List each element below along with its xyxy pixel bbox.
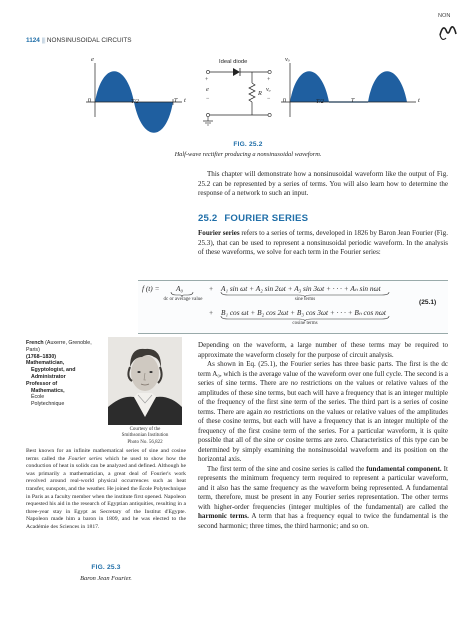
bio-role-6: École <box>31 394 45 401</box>
credit-line-3: Photo No. 56,822 <box>127 439 163 445</box>
credit-line-2: Smithsonian Institution <box>121 433 169 439</box>
circuit-plus-in: + <box>205 77 209 83</box>
p2-b: restrictions on the values or relative values of the amplitudes of these sine terms, but each will have a frequency that is an integer multiple of the frequency of the first sine term of the series. The third part is a series of cosine terms. There are again <box>198 379 448 416</box>
intro-paragraph <box>198 170 448 199</box>
output-axis-v-label: vₒ <box>285 56 290 63</box>
page-number: 1124 <box>26 37 40 44</box>
p2-c: restrictions on the values or relative values of the amplitudes of these cosine terms, but each will have a frequency that is an integer multiple of the frequency of the first cosine term of the series. For a particular waveform, it is quite possible that all of the sine <box>198 407 448 444</box>
intro-text: This chapter will demonstrate how a nonsinusoidal waveform like the output of Fig. 25.2 can be represented by a series of terms. You will also learn how to determine the response of a network to such an input. <box>198 170 448 197</box>
resistor-label: R <box>258 90 262 97</box>
cosine-label: cosine terms <box>292 321 318 326</box>
equation-dc-term: A₀ <box>176 284 183 293</box>
equation-plus-2: + <box>209 308 214 317</box>
fig-25-3-label: FIG. 25.3 <box>91 564 121 571</box>
harmonic-terms-term: harmonic terms. <box>198 512 249 520</box>
lead-text: refers to a series of terms, developed in 1826 by Baron Jean Fourier (Fig. 25.3), that can be used to represent a nonsinusoidal periodic waveform. In the analysis of these waveforms, we solve for each term in the Fourier series: <box>198 229 448 256</box>
p3-c: It represents the minimum frequency term required to represent a particular waveform, and it also has the same frequency as the waveform being represented. A fundamental term, therefore, must be present in any Fourier series representation. The other terms with higher-order frequencies (integer multiples of the fundamental) are called the <box>198 464 448 511</box>
fig-25-2-graphics <box>0 55 474 145</box>
bio-role-4: Professor of <box>26 380 58 387</box>
portrait-credit <box>103 427 187 446</box>
input-half-period-label: T/2 <box>131 99 139 105</box>
bio-text-post: which he used to show how the conduction of heat in solids can be analyzed and defined. Although he was primarily a mathematician, a great deal of Fourier's work revolved around real-world physical occurrences such as heat transfer, sunspots, and the weather. He joined the École Polytechnique in Paris as a faculty member when the institute first opened. Napoleon requested his aid in the research of Egyptian antiquities, resulting in a three-year stay in Egypt as Secretary of the Institut d'Egypte. Napoleon made him a baron in 1809, and he was elected to the Académie des Sciences in 1817. <box>26 455 186 530</box>
dc-label: dc or average value <box>163 297 203 302</box>
fig-25-2-caption: Half-wave rectifier producing a nonsinusoidal waveform. <box>174 151 322 158</box>
p2-or: or <box>277 436 284 444</box>
circuit-minus-out: − <box>267 96 271 102</box>
fourier-portrait <box>108 337 182 425</box>
output-half-period-label: T/2 <box>316 99 324 105</box>
running-header <box>26 37 132 44</box>
fourier-series-term: Fourier series <box>198 229 240 237</box>
input-period-label: T <box>174 98 178 104</box>
p2-a: As shown in Eq. (25.1), the Fourier series has three basic parts. The first is the dc term A₀, which is the average value of the waveform over one full cycle. The second is a series of sine terms. There are <box>198 360 448 387</box>
equation-cosine-terms: B₁ cos ωt + B₂ cos 2ωt + B₃ cos 3ωt + · · · + Bₙ cos nωt <box>221 308 386 317</box>
input-axis-t-label: t <box>184 97 186 104</box>
bio-role-1: Mathematician, <box>26 360 65 367</box>
p2-no-1: no <box>290 379 298 387</box>
fig-25-3-caption: Baron Jean Fourier. <box>80 575 132 582</box>
p2-d: cosine terms are zero. Characteristics of this type can be determined by simply examining the nonsinusoidal waveform and its position on the horizontal axis. <box>198 436 448 463</box>
fundamental-component-term: fundamental component. <box>366 464 442 473</box>
diode-icon <box>233 68 240 76</box>
p3-d: A term that has a frequency equal to twice the fundamental is the second harmonic; three times, the third harmonic; and so on. <box>198 512 448 530</box>
corner-label: NON <box>438 13 451 19</box>
equation-sine-terms: A₁ sin ωt + A₂ sin 2ωt + A₃ sin 3ωt + · · · + Aₙ sin nωt <box>221 284 381 293</box>
sidebar-bio-header <box>26 340 98 408</box>
equation-number: (25.1) <box>419 299 437 306</box>
chapter-logo-icon <box>437 21 459 45</box>
diode-title: Ideal diode <box>219 59 248 65</box>
input-origin-label: 0 <box>88 98 91 104</box>
bio-nationality: French <box>26 340 44 346</box>
circuit-plus-out: + <box>267 77 271 83</box>
equation-plus-1: + <box>209 284 214 293</box>
chapter-title: NONSINUSOIDAL CIRCUITS <box>46 37 132 44</box>
output-axis-t-label: t <box>418 97 420 104</box>
bio-places: (Auxerre, Grenoble, Paris) <box>26 340 92 353</box>
output-waveform <box>281 63 416 117</box>
p3-a: The first term of the sine and cosine series is called the <box>207 464 367 473</box>
circuit-input-label: e <box>206 86 209 93</box>
body-paragraph-3 <box>198 465 448 532</box>
bio-role-3: Administrator <box>31 373 66 380</box>
input-waveform <box>86 63 182 133</box>
bio-role-2: Egyptologist, and <box>31 367 76 374</box>
section-number: 25.2 <box>198 213 218 224</box>
bio-years: (1768–1830) <box>26 353 57 360</box>
bio-text-pre: Best known for an infinite mathematical series of sine and cosine terms called the <box>26 448 186 462</box>
resistor-icon <box>249 83 255 102</box>
circuit-minus-in: − <box>206 96 210 102</box>
output-origin-label: 0 <box>283 98 286 104</box>
p2-no-2: no <box>264 407 272 416</box>
bio-role-5: Mathematics, <box>31 387 65 394</box>
output-period-label: T <box>351 98 355 104</box>
sine-label: sine terms <box>294 297 316 302</box>
fig-25-2-label: FIG. 25.2 <box>233 141 263 148</box>
equation-lhs: f (t) = <box>142 284 160 293</box>
body-paragraph-2 <box>198 360 448 465</box>
credit-line-1: Courtesy of the <box>129 427 161 432</box>
bio-text-italic: Fourier series <box>68 455 103 462</box>
section-title: FOURIER SERIES <box>224 213 309 224</box>
section-lead <box>198 229 448 258</box>
header-separator: ||| <box>41 37 46 44</box>
circuit-output-label: vₒ <box>266 86 271 93</box>
input-axis-e-label: e <box>91 56 94 63</box>
bio-role-7: Polytechnique <box>31 401 65 408</box>
body-paragraph-1: Depending on the waveform, a large number of these terms may be required to approximate the waveform closely for the purpose of circuit analysis. <box>198 341 448 359</box>
sidebar-bio-text <box>26 448 186 532</box>
section-heading <box>198 213 308 224</box>
main-body <box>198 341 448 531</box>
